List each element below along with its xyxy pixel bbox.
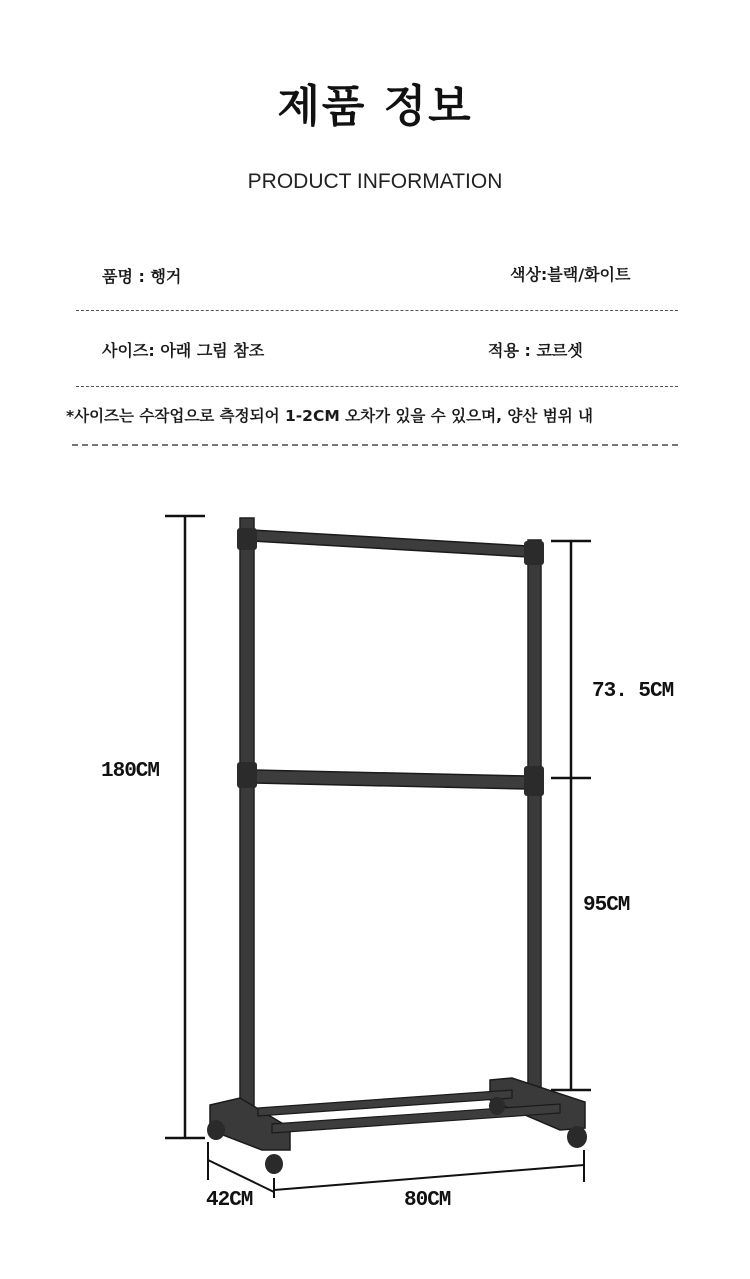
spec-color: 색상:블랙/화이트 — [510, 265, 631, 284]
page-subtitle: PRODUCT INFORMATION — [247, 170, 503, 193]
dimension-label-width: 80CM — [404, 1189, 451, 1212]
spec-measurement-note: *사이즈는 수작업으로 측정되어 1-2CM 오차가 있을 수 있으며, 양산 범위 내 — [66, 407, 594, 425]
spec-usage: 적용 : 코르셋 — [488, 341, 583, 360]
hanger-frame — [207, 518, 587, 1174]
dimension-label-upper: 73. 5CM — [592, 680, 674, 703]
dimension-line-height — [165, 516, 205, 1138]
dimension-label-lower: 95CM — [583, 894, 630, 917]
spec-size: 사이즈: 아래 그림 참조 — [102, 341, 265, 360]
spec-product-name: 품명 : 행거 — [102, 267, 182, 286]
dimension-label-depth: 42CM — [206, 1189, 253, 1212]
page-title: 제품 정보 — [277, 81, 473, 132]
dimension-line-right — [551, 541, 591, 1090]
dimension-label-height: 180CM — [101, 760, 160, 783]
